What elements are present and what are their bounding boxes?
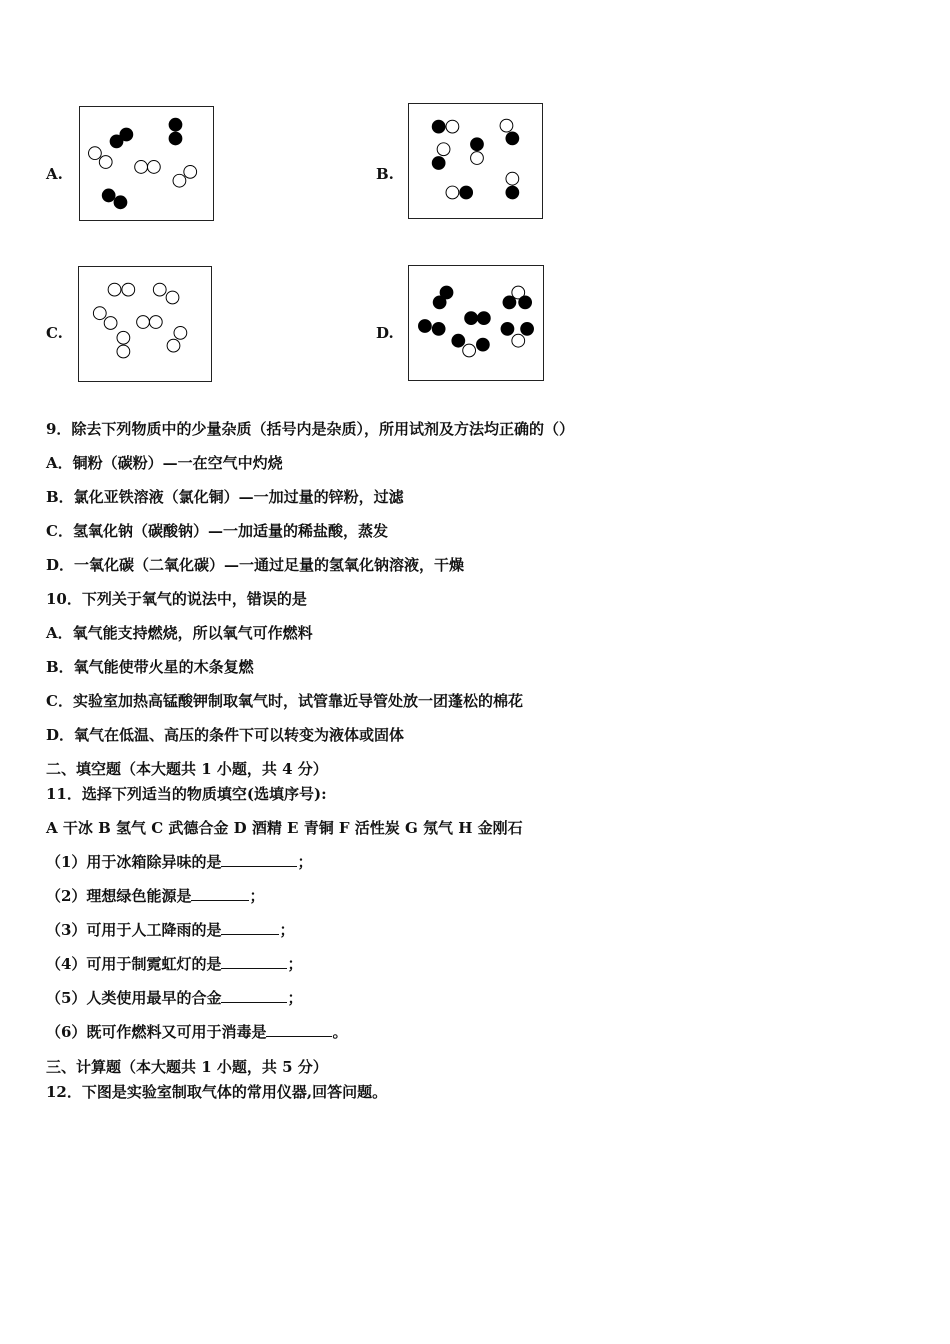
item-5-end: ； bbox=[287, 989, 303, 1007]
filled-atom-12 bbox=[452, 334, 465, 347]
hollow-atom-6 bbox=[135, 161, 148, 174]
hollow-atom-9 bbox=[117, 345, 130, 358]
answer-blank-3[interactable] bbox=[221, 920, 279, 935]
hollow-atom-8 bbox=[117, 331, 130, 344]
hollow-atom-5 bbox=[471, 152, 484, 165]
filled-atom-9 bbox=[506, 186, 519, 199]
filled-atom-4 bbox=[519, 296, 532, 309]
hollow-atom-11 bbox=[167, 339, 180, 352]
question-11-item-4 bbox=[46, 954, 302, 974]
item-1-text: （1）用于冰箱除异味的是 bbox=[46, 853, 222, 871]
filled-atom-3 bbox=[506, 132, 519, 145]
filled-atom-7 bbox=[465, 312, 478, 325]
option-label-d: D. bbox=[376, 324, 394, 342]
hollow-atom-7 bbox=[147, 161, 160, 174]
question-10-option-a: A．氧气能支持燃烧，所以氧气可作燃料 bbox=[46, 624, 313, 642]
question-9-stem: 9．除去下列物质中的少量杂质（括号内是杂质），所用试剂及方法均正确的（） bbox=[46, 420, 574, 438]
filled-atom-14 bbox=[476, 338, 489, 351]
question-11-item-1 bbox=[46, 852, 312, 872]
hollow-atom-8 bbox=[173, 174, 186, 187]
hollow-atom-11 bbox=[512, 334, 525, 347]
item-3-text: （3）可用于人工降雨的是 bbox=[46, 921, 222, 939]
particle-svg-c bbox=[79, 267, 211, 381]
question-10-option-b: B．氧气能使带火星的木条复燃 bbox=[46, 658, 254, 676]
hollow-atom-9 bbox=[184, 165, 197, 178]
hollow-atom-3 bbox=[166, 291, 179, 304]
filled-atom-0 bbox=[432, 120, 445, 133]
hollow-atom-6 bbox=[137, 316, 150, 329]
item-2-text: （2）理想绿色能源是 bbox=[46, 887, 192, 905]
answer-blank-1[interactable] bbox=[221, 852, 297, 867]
particle-diagram-a bbox=[79, 106, 214, 221]
question-9-option-b: B．氯化亚铁溶液（氯化铜）—一加过量的锌粉，过滤 bbox=[46, 488, 404, 506]
hollow-atom-10 bbox=[174, 326, 187, 339]
item-5-text: （5）人类使用最早的合金 bbox=[46, 989, 222, 1007]
answer-blank-4[interactable] bbox=[221, 954, 287, 969]
item-4-text: （4）可用于制霓虹灯的是 bbox=[46, 955, 222, 973]
hollow-atom-13 bbox=[463, 344, 476, 357]
item-2-end: ； bbox=[249, 887, 265, 905]
hollow-atom-2 bbox=[500, 119, 513, 132]
item-4-end: ； bbox=[287, 955, 303, 973]
hollow-atom-5 bbox=[104, 317, 117, 330]
question-11-item-2 bbox=[46, 886, 264, 906]
question-11-item-5 bbox=[46, 988, 302, 1008]
particle-diagram-b bbox=[408, 103, 543, 219]
item-6-text: （6）既可作燃料又可用于消毒是 bbox=[46, 1023, 267, 1041]
particle-svg-a bbox=[80, 107, 213, 220]
question-10-stem: 10．下列关于氧气的说法中，错误的是 bbox=[46, 590, 307, 608]
hollow-atom-0 bbox=[108, 283, 121, 296]
filled-atom-10 bbox=[521, 323, 534, 336]
question-11-stem: 11．选择下列适当的物质填空(选填序号): bbox=[46, 785, 327, 803]
question-11-item-6 bbox=[46, 1022, 347, 1042]
question-9-option-c: C．氢氧化钠（碳酸钠）—一加适量的稀盐酸，蒸发 bbox=[46, 522, 388, 540]
item-3-end: ； bbox=[279, 921, 295, 939]
particle-diagram-c bbox=[78, 266, 212, 382]
particle-svg-b bbox=[409, 104, 542, 218]
option-label-c: C. bbox=[46, 324, 63, 342]
question-11-item-3 bbox=[46, 920, 294, 940]
filled-atom-7 bbox=[432, 157, 445, 170]
filled-atom-11 bbox=[114, 196, 127, 209]
hollow-atom-10 bbox=[446, 186, 459, 199]
answer-blank-2[interactable] bbox=[191, 886, 249, 901]
filled-atom-10 bbox=[102, 189, 115, 202]
question-9-option-d: D．一氧化碳（二氧化碳）—一通过足量的氢氧化钠溶液，干燥 bbox=[46, 556, 465, 574]
filled-atom-3 bbox=[503, 296, 516, 309]
hollow-atom-4 bbox=[89, 147, 102, 160]
particle-diagram-d bbox=[408, 265, 544, 381]
item-1-end: ； bbox=[297, 853, 313, 871]
filled-atom-11 bbox=[460, 186, 473, 199]
filled-atom-9 bbox=[501, 323, 514, 336]
filled-atom-5 bbox=[419, 320, 432, 333]
hollow-atom-5 bbox=[99, 156, 112, 169]
filled-atom-1 bbox=[120, 128, 133, 141]
particle-svg-d bbox=[409, 266, 543, 380]
hollow-atom-1 bbox=[122, 283, 135, 296]
question-12-stem: 12．下图是实验室制取气体的常用仪器,回答问题。 bbox=[46, 1083, 388, 1101]
option-label-b: B. bbox=[376, 165, 394, 183]
answer-blank-6[interactable] bbox=[266, 1022, 332, 1037]
filled-atom-2 bbox=[169, 118, 182, 131]
filled-atom-3 bbox=[169, 132, 182, 145]
item-6-end: 。 bbox=[332, 1023, 348, 1041]
hollow-atom-6 bbox=[437, 143, 450, 156]
section-2-heading: 二、填空题（本大题共 1 小题，共 4 分） bbox=[46, 760, 328, 778]
hollow-atom-2 bbox=[153, 283, 166, 296]
hollow-atom-4 bbox=[93, 307, 106, 320]
filled-atom-1 bbox=[433, 296, 446, 309]
question-11-choices: A 干冰 B 氢气 C 武德合金 D 酒精 E 青铜 F 活性炭 G 氖气 H 金刚石 bbox=[46, 819, 523, 837]
question-10-option-c: C．实验室加热高锰酸钾制取氧气时，试管靠近导管处放一团蓬松的棉花 bbox=[46, 692, 523, 710]
filled-atom-4 bbox=[471, 138, 484, 151]
section-3-heading: 三、计算题（本大题共 1 小题，共 5 分） bbox=[46, 1058, 328, 1076]
hollow-atom-7 bbox=[149, 316, 162, 329]
hollow-atom-8 bbox=[506, 172, 519, 185]
question-9-option-a: A．铜粉（碳粉）—一在空气中灼烧 bbox=[46, 454, 283, 472]
filled-atom-6 bbox=[432, 323, 445, 336]
hollow-atom-1 bbox=[446, 120, 459, 133]
question-10-option-d: D．氧气在低温、高压的条件下可以转变为液体或固体 bbox=[46, 726, 405, 744]
filled-atom-8 bbox=[477, 312, 490, 325]
answer-blank-5[interactable] bbox=[221, 988, 287, 1003]
option-label-a: A. bbox=[46, 165, 63, 183]
